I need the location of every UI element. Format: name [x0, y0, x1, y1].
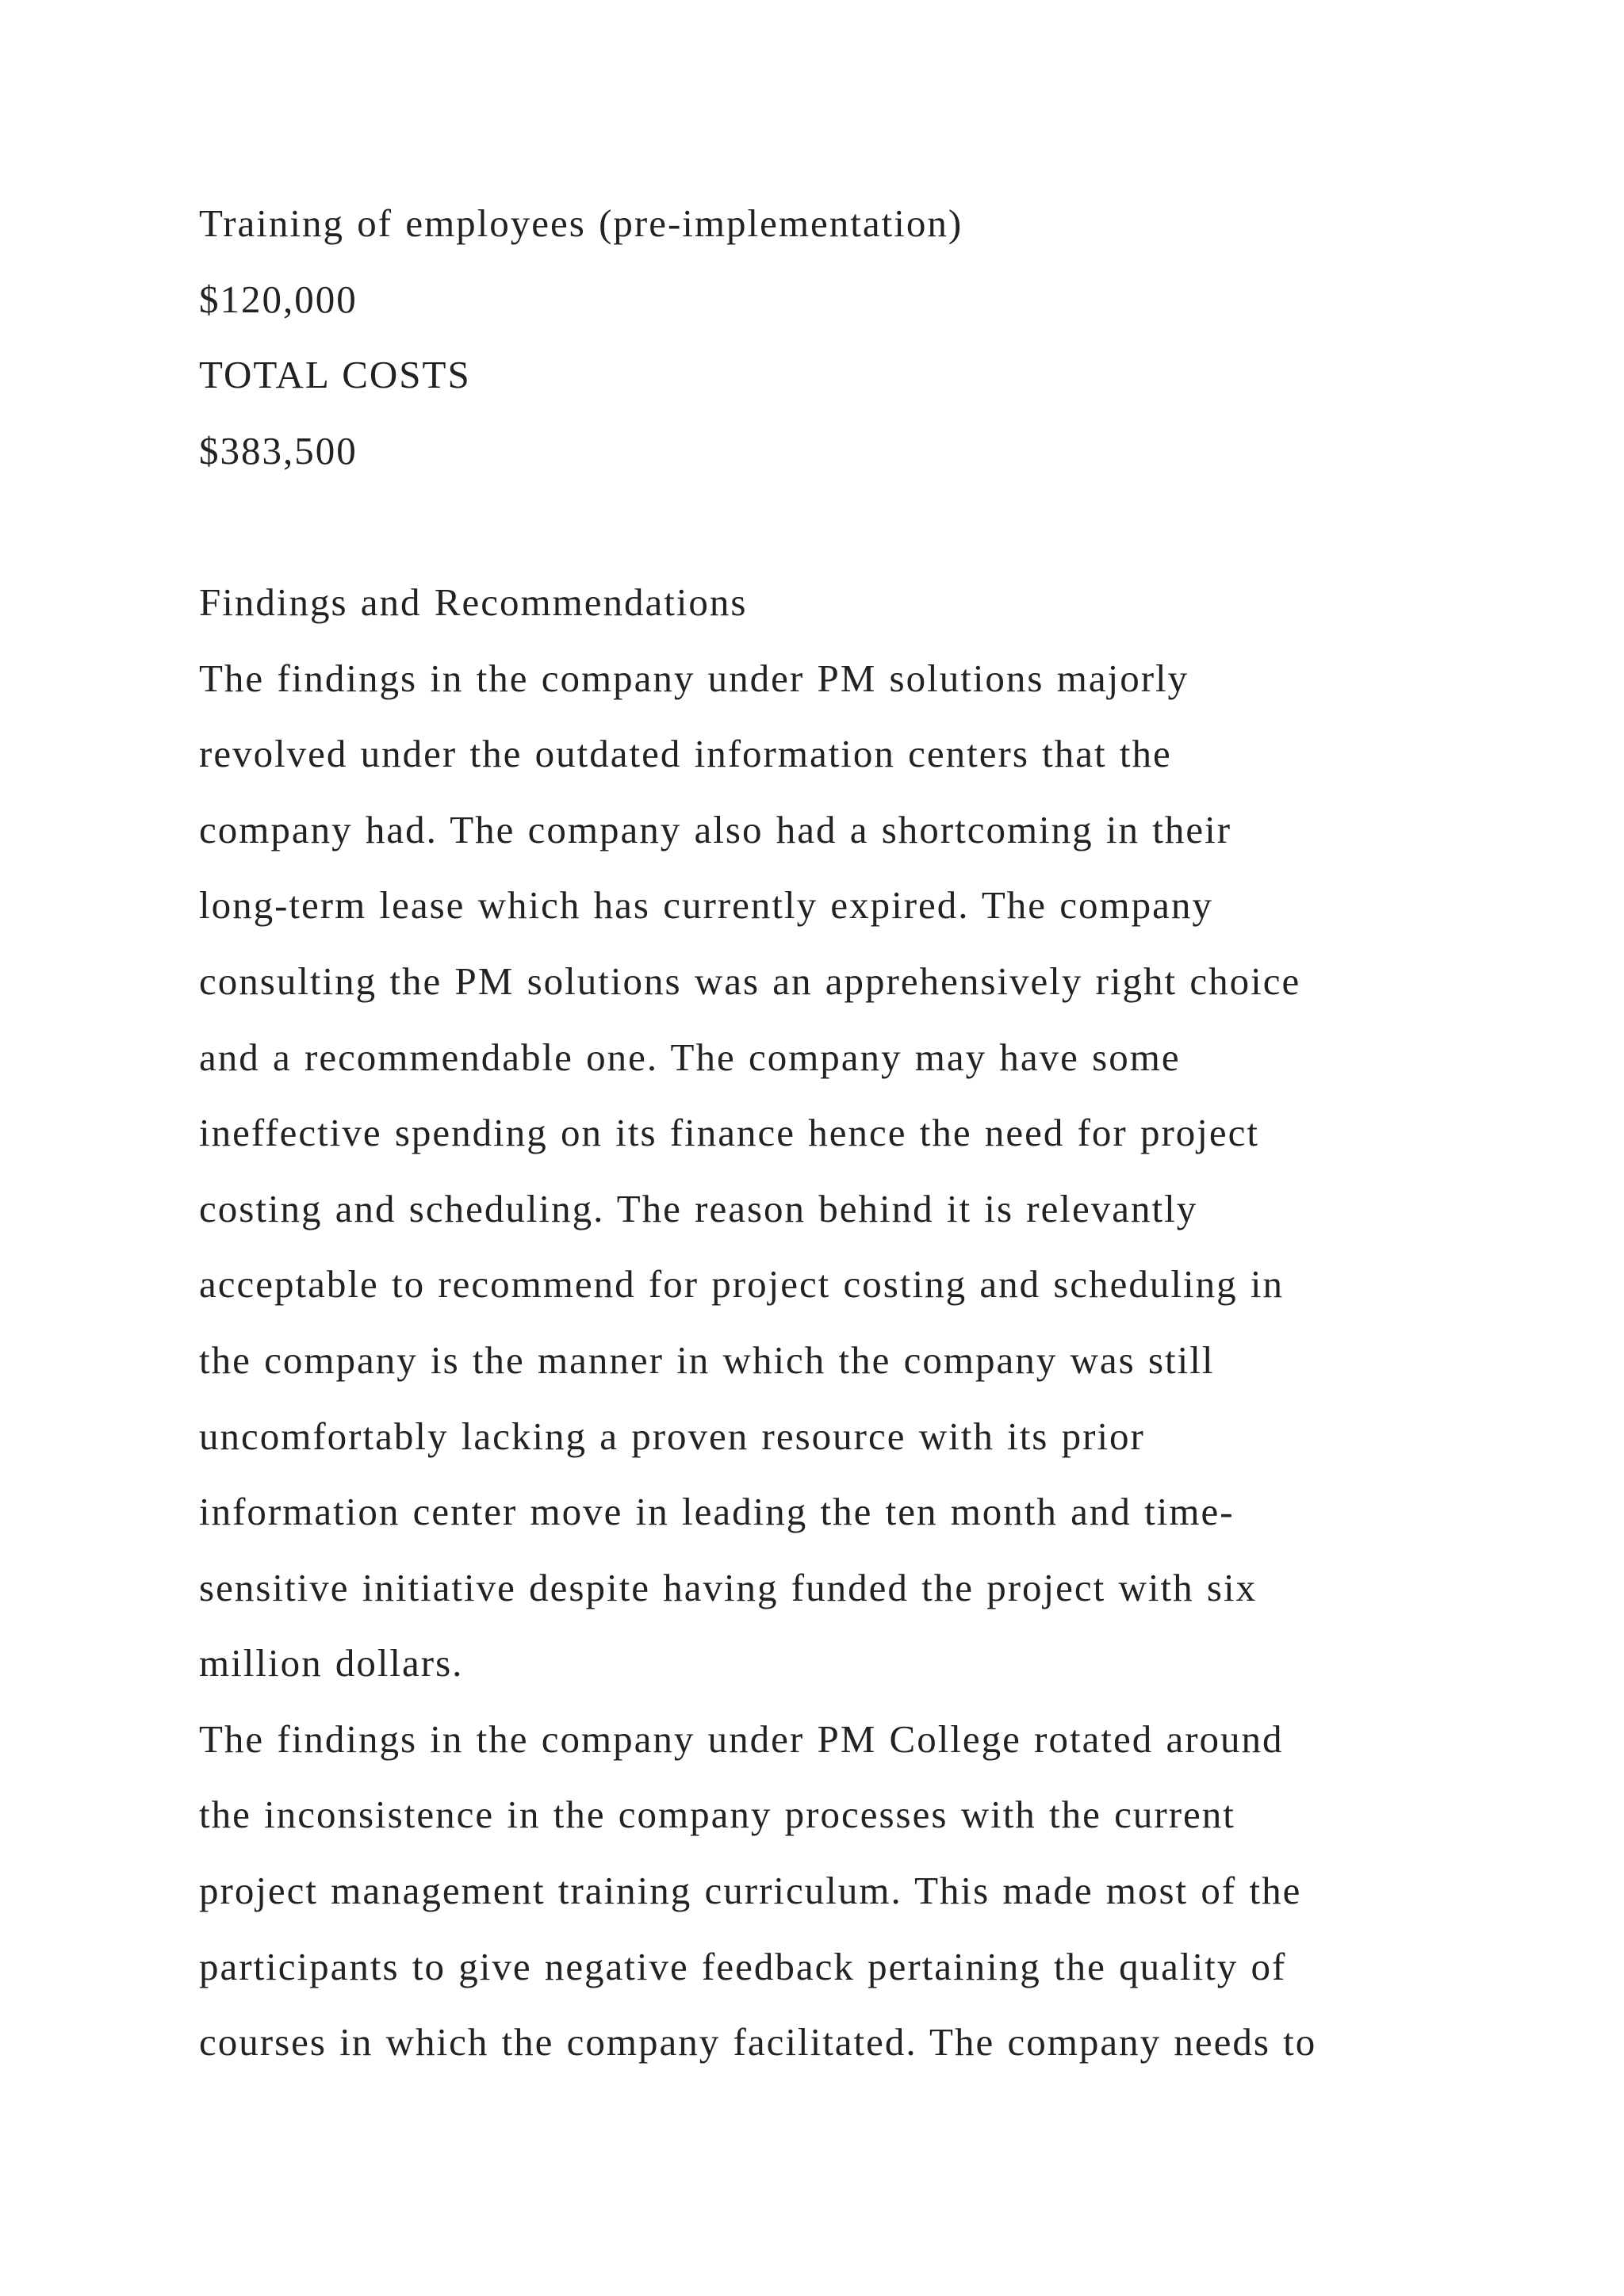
- total-costs-value: $383,500: [199, 428, 358, 473]
- text-line: participants to give negative feedback pertaining the quality of: [199, 1944, 1287, 1988]
- text-line: revolved under the outdated information centers that the: [199, 732, 1172, 776]
- blank-line: [199, 493, 1484, 569]
- text-line: sensitive initiative despite having funded the project with six: [199, 1565, 1258, 1609]
- text-line: long-term lease which has currently expired. The company: [199, 883, 1213, 928]
- text-line: company had. The company also had a shortcoming in their: [199, 807, 1232, 851]
- text-line: and a recommendable one. The company may have some: [199, 1035, 1181, 1079]
- text-line: The findings in the company under PM College rotated around: [199, 1716, 1284, 1761]
- text-line: courses in which the company facilitated. The company needs to: [199, 2020, 1317, 2064]
- text-line: information center move in leading the ten month and time-: [199, 1490, 1235, 1534]
- total-costs-label: TOTAL COSTS: [199, 353, 471, 397]
- text-line: project management training curriculum. This made most of the: [199, 1869, 1302, 1913]
- cost-item-value: $120,000: [199, 277, 358, 321]
- text-line: million dollars.: [199, 1641, 464, 1686]
- text-line: The findings in the company under PM solutions majorly: [199, 656, 1189, 700]
- text-line: acceptable to recommend for project costing and scheduling in: [199, 1262, 1285, 1307]
- text-line: the inconsistence in the company processes with the current: [199, 1793, 1235, 1837]
- section-heading: Findings and Recommendations: [199, 580, 748, 624]
- paragraph-1: [199, 645, 1484, 1706]
- text-line: consulting the PM solutions was an apprehensively right choice: [199, 959, 1301, 1003]
- text-line: uncomfortably lacking a proven resource with its prior: [199, 1414, 1145, 1458]
- cost-item-label: Training of employees (pre-implementation): [199, 201, 963, 245]
- document-body: [199, 190, 1484, 2085]
- text-line: the company is the manner in which the company was still: [199, 1337, 1215, 1382]
- text-line: ineffective spending on its finance hence the need for project: [199, 1111, 1260, 1155]
- text-line: costing and scheduling. The reason behind it is relevantly: [199, 1186, 1198, 1230]
- paragraph-2: [199, 1706, 1484, 2085]
